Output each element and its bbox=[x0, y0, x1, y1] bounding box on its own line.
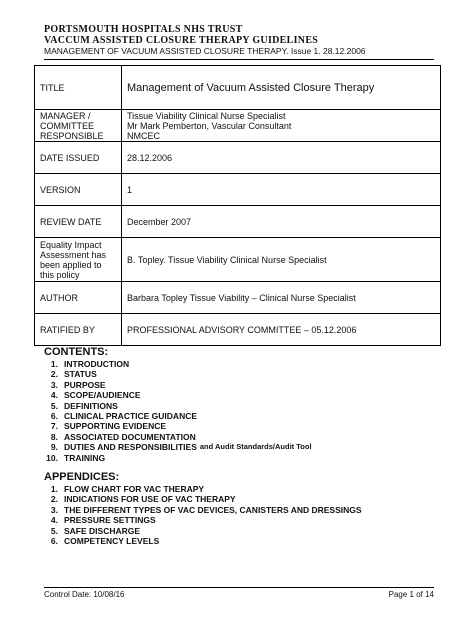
list-item: 1. INTRODUCTION bbox=[50, 359, 130, 369]
list-item: 10. TRAINING bbox=[46, 452, 106, 463]
organisation-name: PORTSMOUTH HOSPITALS NHS TRUST bbox=[44, 24, 243, 35]
row-key: VERSION bbox=[35, 174, 122, 206]
document-info-table bbox=[34, 65, 441, 346]
table-row bbox=[35, 314, 441, 346]
list-item: 9. DUTIES AND RESPONSIBILITIES and Audit Standards/Audit Tool bbox=[50, 442, 312, 453]
list-item: 1. FLOW CHART FOR VAC THERAPY bbox=[50, 484, 205, 494]
header-subtitle: MANAGEMENT OF VACUUM ASSISTED CLOSURE THERAPY. Issue 1. 28.12.2006 bbox=[44, 46, 434, 60]
page-number: Page 1 of 14 bbox=[388, 590, 434, 599]
row-value: Management of Vacuum Assisted Closure Therapy bbox=[122, 66, 441, 110]
list-item: 5. DEFINITIONS bbox=[50, 400, 118, 411]
table-row bbox=[35, 282, 441, 314]
list-item: 7. SUPPORTING EVIDENCE bbox=[50, 421, 167, 432]
list-item-tail: and Audit Standards/Audit Tool bbox=[199, 442, 312, 452]
list-item: 3. THE DIFFERENT TYPES OF VAC DEVICES, CANISTERS AND DRESSINGS bbox=[50, 504, 362, 515]
list-item: 2. INDICATIONS FOR USE OF VAC THERAPY bbox=[50, 494, 236, 505]
list-item: 3. PURPOSE bbox=[50, 379, 106, 390]
row-key: RATIFIED BY bbox=[35, 314, 122, 346]
list-item: 2. STATUS bbox=[50, 369, 97, 380]
row-value: B. Topley. Tissue Viability Clinical Nurse Specialist bbox=[122, 238, 441, 282]
row-key: DATE ISSUED bbox=[35, 142, 122, 174]
guideline-title: VACCUM ASSISTED CLOSURE THERAPY GUIDELINES bbox=[44, 35, 319, 46]
table-row bbox=[35, 206, 441, 238]
contents-heading: CONTENTS: bbox=[44, 346, 109, 358]
table-row bbox=[35, 142, 441, 174]
list-item: 5. SAFE DISCHARGE bbox=[50, 525, 141, 536]
table-row bbox=[35, 66, 441, 110]
row-value: December 2007 bbox=[122, 206, 441, 238]
appendices-section bbox=[44, 471, 434, 546]
list-item: 4. SCOPE/AUDIENCE bbox=[50, 390, 141, 401]
page-footer bbox=[44, 587, 434, 599]
list-item: 6. CLINICAL PRACTICE GUIDANCE bbox=[50, 411, 198, 422]
table-row bbox=[35, 238, 441, 282]
row-value: Barbara Topley Tissue Viability – Clinical Nurse Specialist bbox=[122, 282, 441, 314]
table-row bbox=[35, 110, 441, 142]
contents-section bbox=[44, 346, 434, 463]
row-key: AUTHOR bbox=[35, 282, 122, 314]
appendices-heading: APPENDICES: bbox=[44, 471, 120, 483]
list-item: 6. COMPETENCY LEVELS bbox=[50, 536, 160, 547]
row-key: MANAGER / COMMITTEE RESPONSIBLE bbox=[35, 110, 122, 142]
row-value: Tissue Viability Clinical Nurse Specialist Mr Mark Pemberton, Vascular Consultant NMCEC bbox=[122, 110, 441, 142]
table-row bbox=[35, 174, 441, 206]
row-key: Equality Impact Assessment has been applied to this policy bbox=[35, 238, 122, 282]
row-key: TITLE bbox=[35, 66, 122, 110]
list-item: 4. PRESSURE SETTINGS bbox=[50, 515, 156, 526]
document-header bbox=[44, 24, 434, 60]
row-key: REVIEW DATE bbox=[35, 206, 122, 238]
row-value: 28.12.2006 bbox=[122, 142, 441, 174]
row-value: PROFESSIONAL ADVISORY COMMITTEE – 05.12.2006 bbox=[122, 314, 441, 346]
list-item: 8. ASSOCIATED DOCUMENTATION bbox=[50, 431, 196, 442]
row-value: 1 bbox=[122, 174, 441, 206]
control-date: Control Date: 10/08/16 bbox=[44, 590, 125, 599]
